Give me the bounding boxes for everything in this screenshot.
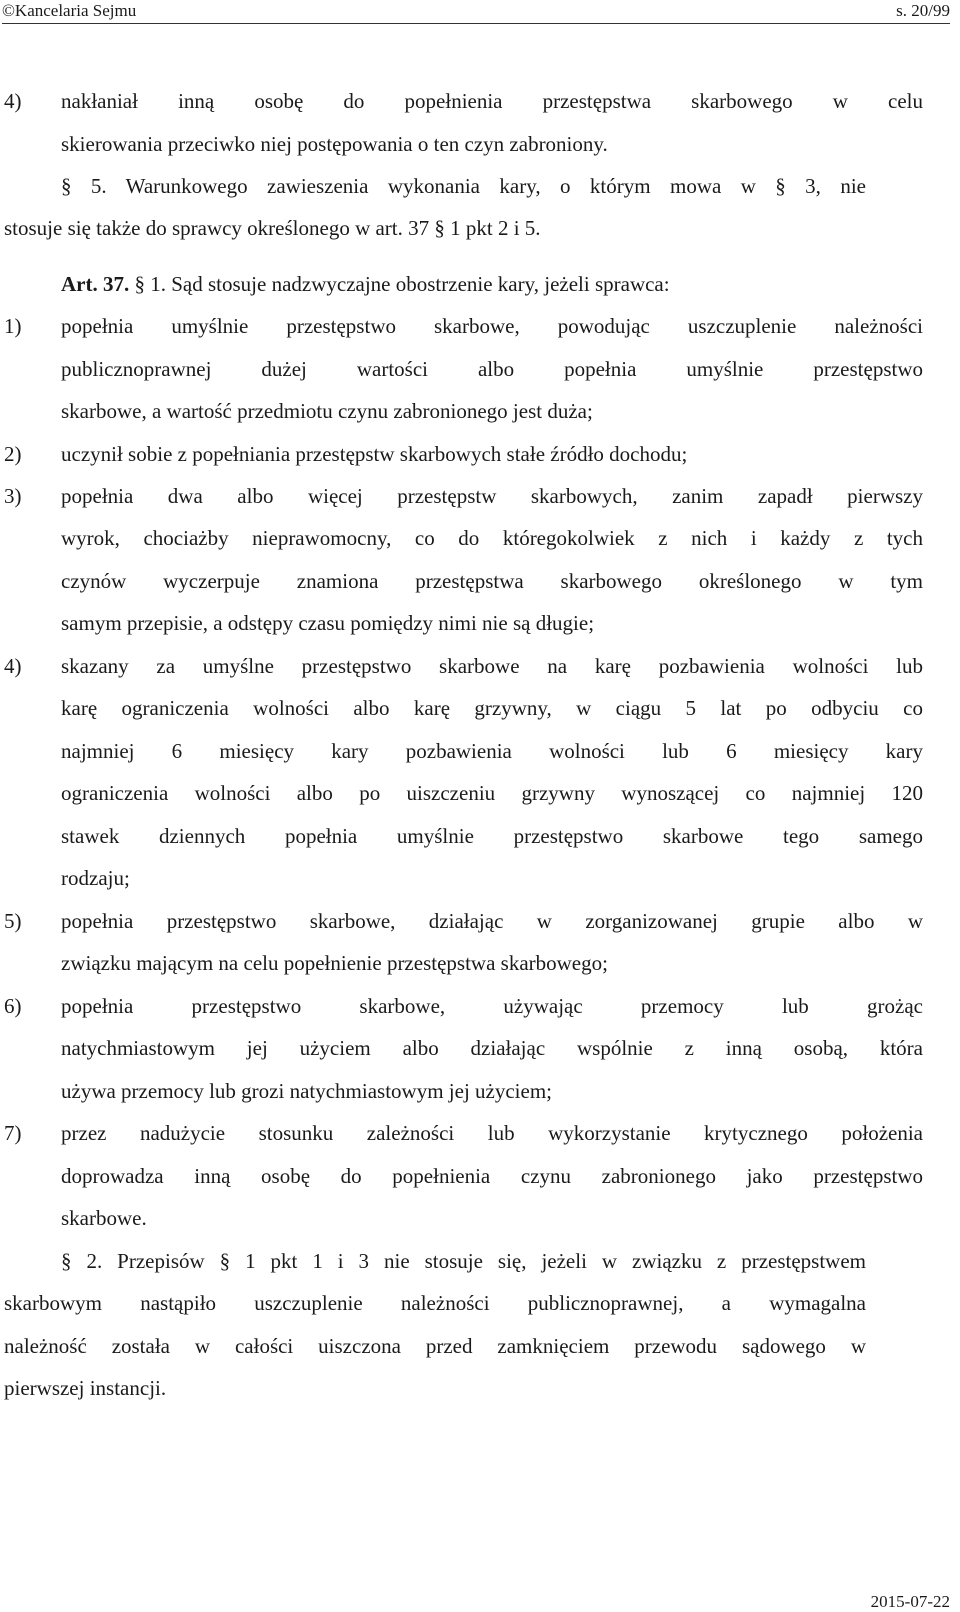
item-number: 7)	[4, 1121, 22, 1145]
list-item-line: uczynił sobie z popełniania przestępstw skarbowych stałe źródło dochodu;	[61, 442, 688, 466]
paragraph-line: § 5. Warunkowego zawieszenia wykonania kary, o którym mowa w § 3, nie	[61, 174, 866, 198]
list-item-line: popełnia przestępstwo skarbowe, działając w zorganizowanej grupie albo w	[61, 909, 923, 933]
list-item-line: wyrok, chociażby nieprawomocny, co do któregokolwiek z nich i każdy z tych	[61, 526, 923, 550]
list-item-line: natychmiastowym jej użyciem albo działając wspólnie z inną osobą, która	[61, 1036, 923, 1060]
item-number: 4)	[4, 654, 22, 678]
item-number: 5)	[4, 909, 22, 933]
paragraph-line: § 2. Przepisów § 1 pkt 1 i 3 nie stosuje się, jeżeli w związku z przestępstwem	[61, 1249, 866, 1273]
item-number: 6)	[4, 994, 22, 1018]
list-item-line: stawek dziennych popełnia umyślnie przestępstwo skarbowe tego samego	[61, 824, 923, 848]
list-item-line: skarbowe, a wartość przedmiotu czynu zabronionego jest duża;	[61, 399, 593, 423]
item-number: 3)	[4, 484, 22, 508]
article-intro: § 1. Sąd stosuje nadzwyczajne obostrzenie kary, jeżeli sprawca:	[134, 272, 670, 296]
item-number: 2)	[4, 442, 22, 466]
list-item-line: samym przepisie, a odstępy czasu pomiędzy nimi nie są długie;	[61, 611, 595, 635]
item-number: 4)	[4, 89, 22, 113]
article-heading: Art. 37.	[61, 272, 130, 296]
list-item-line: używa przemocy lub grozi natychmiastowym jej użyciem;	[61, 1079, 553, 1103]
paragraph-line: należność została w całości uiszczona przed zamknięciem przewodu sądowego w	[4, 1334, 866, 1358]
article-intro-line	[61, 269, 866, 299]
header-publisher: ©Kancelaria Sejmu	[2, 1, 137, 20]
footer-date: 2015-07-22	[870, 1592, 950, 1611]
header-divider	[2, 23, 950, 24]
list-item-line: popełnia dwa albo więcej przestępstw skarbowych, zanim zapadł pierwszy	[61, 484, 923, 508]
list-item-line: publicznoprawnej dużej wartości albo popełnia umyślnie przestępstwo	[61, 357, 923, 381]
list-item-line: karę ograniczenia wolności albo karę grzywny, w ciągu 5 lat po odbyciu co	[61, 696, 923, 720]
list-item-line: przez nadużycie stosunku zależności lub wykorzystanie krytycznego położenia	[61, 1121, 923, 1145]
paragraph-line: stosuje się także do sprawcy określonego w art. 37 § 1 pkt 2 i 5.	[4, 216, 541, 240]
header-page-number: s. 20/99	[896, 1, 950, 20]
list-item-line: związku mającym na celu popełnienie przestępstwa skarbowego;	[61, 951, 608, 975]
list-item-line: ograniczenia wolności albo po uiszczeniu grzywny wynoszącej co najmniej 120	[61, 781, 923, 805]
paragraph-line: pierwszej instancji.	[4, 1376, 167, 1400]
list-item-line: popełnia umyślnie przestępstwo skarbowe, powodując uszczuplenie należności	[61, 314, 923, 338]
list-item-line: najmniej 6 miesięcy kary pozbawienia wolności lub 6 miesięcy kary	[61, 739, 923, 763]
list-item-line: czynów wyczerpuje znamiona przestępstwa skarbowego określonego w tym	[61, 569, 923, 593]
list-item-line: popełnia przestępstwo skarbowe, używając przemocy lub grożąc	[61, 994, 923, 1018]
list-item-line: doprowadza inną osobę do popełnienia czynu zabronionego jako przestępstwo	[61, 1164, 923, 1188]
list-item-line: rodzaju;	[61, 866, 130, 890]
item-number: 1)	[4, 314, 22, 338]
list-item-line: skazany za umyślne przestępstwo skarbowe na karę pozbawienia wolności lub	[61, 654, 923, 678]
list-item-line: skierowania przeciwko niej postępowania o ten czyn zabroniony.	[61, 132, 608, 156]
list-item-line: nakłaniał inną osobę do popełnienia przestępstwa skarbowego w celu	[61, 89, 923, 113]
paragraph-line: skarbowym nastąpiło uszczuplenie należności publicznoprawnej, a wymagalna	[4, 1291, 866, 1315]
list-item-line: skarbowe.	[61, 1206, 147, 1230]
